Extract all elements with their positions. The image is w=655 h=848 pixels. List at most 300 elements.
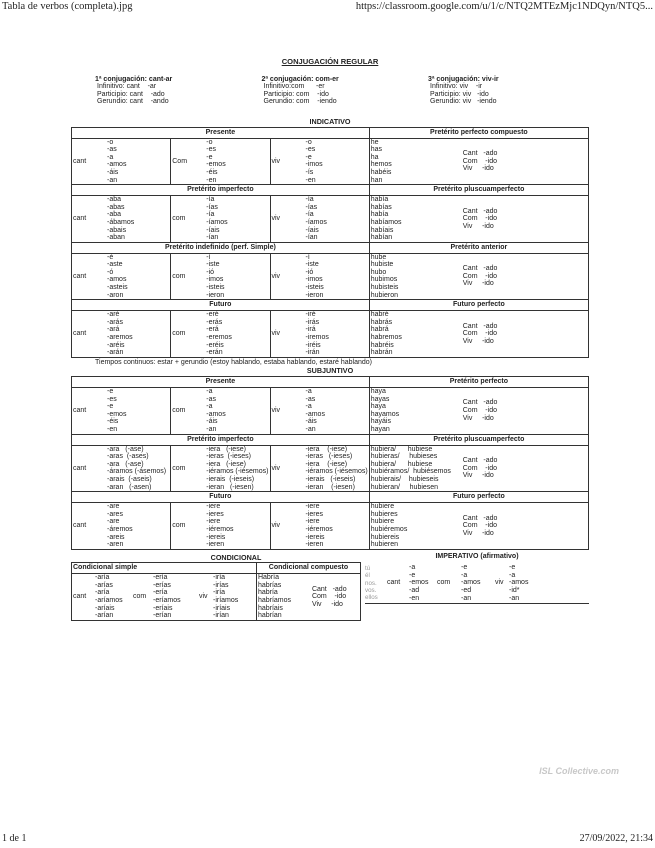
ind-aux-item: habremos [370,334,402,342]
cond-simple-forms [72,574,257,621]
sub-endings-c-item: -ierais (-ieseis) [305,475,356,483]
ind-endings-b-item: -erán [206,349,223,357]
imp-b-item: -amos [461,579,481,587]
sub-endings-b-item: -a [206,388,213,395]
cond-c-item: -irías [213,581,229,589]
sub-endings-a-item: -areis [107,533,125,541]
ind-aux-item: había [370,211,389,219]
sub-endings-a-item: -emos [107,410,127,418]
ind-endings-c [302,139,368,185]
ind-aux-item: habías [370,203,392,211]
sub-tense-header-0: Presente [72,377,370,388]
ind-forms-a-3 [72,311,171,358]
sub-endings-c-item: -iera (-iese) [305,460,348,468]
ind-aux-item: hubisteis [370,284,399,292]
imp-pron-item: nos. [365,579,377,587]
sub-participle-item: Com -ido [462,406,497,414]
section-subjuntivo: SUBJUNTIVO [306,366,354,376]
ind-endings-c-item: -ía [305,196,314,204]
ind-endings-b-item: -ía [206,196,215,204]
sub-endings-c-item: -iere [305,503,320,511]
imp-b-endings [461,564,495,602]
sub-endings-b-item: -ieras (-ieses) [206,453,251,461]
sub-endings-b [202,446,268,492]
ind-endings-a-item: -ó [107,268,114,276]
print-page-count: 1 de 1 [2,833,27,844]
ind-aux [371,196,463,242]
conditional-imperative-area [71,553,589,621]
sub-endings-b-item: -ieren [206,541,225,549]
ind-endings-a-item: -a [107,153,114,161]
sub-compound-header-1: Pretérito pluscuamperfecto [369,434,588,445]
sub-endings-c [302,503,368,549]
sub-aux-item: hubieras/ hubieses [370,453,438,461]
ind-compound-forms-1 [369,196,588,243]
sub-endings-c [302,388,368,434]
cond-a-item: -aríais [95,604,115,612]
conj-3 [428,76,563,106]
ind-aux-item: hubo [370,268,387,276]
sub-stem-c: viv [271,522,281,530]
ind-endings-c-item: -o [305,138,312,146]
cond-a-item: -arían [95,612,114,620]
sub-aux-item: hubieres [370,510,398,518]
sub-endings-c-item: -iéramos (-iésemos) [305,468,368,476]
ind-stem-a: cant [73,330,87,338]
sub-endings-b-item: -ieran (-iesen) [206,483,254,491]
sub-endings-c-item: -ieran (-iesen) [305,483,355,491]
sub-aux-item: hubieren [370,541,398,549]
ind-endings-a-item: -abais [107,226,127,234]
cond-aux-list [258,574,312,620]
ind-forms-c-0 [270,138,369,185]
sub-aux [371,446,463,492]
imp-c-item: -id* [509,587,520,595]
sub-participle [463,457,498,480]
imp-pron [365,565,387,601]
cond-aux-item: habría [257,589,278,597]
ind-aux-item: hubiste [370,261,394,269]
ind-participles [463,254,587,300]
ind-endings-c-item: -iste [305,261,319,269]
sub-endings-b-item: -iera (-iese) [206,460,246,468]
sub-endings-c-item: -áis [305,418,317,426]
sub-participles [463,503,587,549]
sub-endings-b-item: -ierais (-ieseis) [206,475,255,483]
imp-a-item: -a [409,564,416,572]
sub-endings-c-item: -ieras (-ieses) [305,453,353,461]
ind-endings-b-item: -eremos [206,334,232,342]
ind-aux-item: ha [370,153,379,161]
sub-endings-a-item: -are [107,518,120,526]
sub-forms-a-1 [72,445,171,492]
conditional-block [71,553,361,621]
conj-1-inf: Infinitivo: cant -ar [97,83,157,91]
ind-endings-b-item: -í [206,253,211,261]
ind-endings-a-item: -aremos [107,334,133,342]
ind-compound-header-1: Pretérito pluscuamperfecto [369,185,588,196]
sub-endings-a-item: -e [107,388,114,395]
ind-aux-item: habrás [370,318,393,326]
sub-compound-header-2: Futuro perfecto [369,492,588,503]
conj-2-heading: 2ª conjugación: com-er [261,75,339,83]
sub-endings-b-item: -iereis [206,533,226,541]
cond-compuesto-header: Condicional compuesto [256,563,360,574]
ind-forms-b-2 [171,253,270,300]
imp-a-endings [409,564,437,602]
conj-1-ger: Gerundio: cant -ando [97,98,169,106]
ind-endings-a-item: -aban [107,234,125,242]
sub-compound-forms-1 [369,445,588,492]
sub-forms-c-0 [270,388,369,435]
ind-aux [371,254,463,300]
ind-participle-item: Com -ido [462,330,497,338]
cond-b-item: -erían [153,612,172,620]
sub-aux-item: haya [370,403,386,411]
ind-endings-b-item: -emos [206,161,226,169]
ind-endings-a-item: -abas [107,203,125,211]
ind-compound-forms-3 [369,311,588,358]
sub-stem-b: com [172,464,186,472]
ind-endings-a-item: -é [107,253,114,261]
sub-aux-item: hubiera/ hubiese [370,445,433,453]
ind-tense-header-0: Presente [72,127,370,138]
cond-participles [312,586,347,609]
doc-title: CONJUGACIÓN REGULAR [281,57,379,66]
sub-endings-b-item: -iéremos [206,525,234,533]
ind-aux-item: habíais [370,226,394,234]
sub-endings-a-item: -en [107,425,118,433]
ind-stem-c: viv [271,272,281,280]
ind-stem-c: viv [271,157,281,165]
ind-aux [371,139,463,185]
ind-endings-c-item: -en [305,176,316,184]
sub-endings-b-item: -ieres [206,510,224,518]
imp-stem-com: com [437,579,451,587]
cond-compuesto-forms [256,574,360,621]
ind-endings-b-item: -erá [206,326,219,334]
sub-endings-b-item: -iera (-iese) [206,445,246,453]
sub-participle-item: Com -ido [462,522,497,530]
imperative-block [361,553,589,621]
imp-pron-item: tú [365,565,371,573]
cond-part-item: Cant -ado [311,585,347,593]
ind-endings-c-item: -ieron [305,291,324,299]
ind-endings-c-item: -íamos [305,218,327,226]
ind-participle [463,208,498,231]
sub-forms-b-1 [171,445,270,492]
ind-compound-forms-2 [369,253,588,300]
ind-endings-a [103,254,169,300]
ind-endings-c-item: -íais [305,226,319,234]
cond-a-endings [95,574,133,620]
sub-participle-item: Cant -ado [462,514,498,522]
sub-tense-header-2: Futuro [72,492,370,503]
ind-compound-header-0: Pretérito perfecto compuesto [369,127,588,138]
imp-b-item: -an [461,594,472,602]
ind-participle-item: Viv -ido [462,337,494,345]
cond-stem-cant: cant [73,593,87,601]
sub-forms-b-2 [171,503,270,550]
cond-aux-item: Habría [257,574,279,582]
ind-endings-b-item: -es [206,146,216,154]
sub-participle-item: Viv -ido [462,472,494,480]
sub-aux-item: hayamos [370,410,400,418]
conj-3-inf: Infinitivo: viv -ir [430,83,483,91]
ind-endings-a-item: -o [107,138,114,146]
ind-aux-item: habré [370,311,389,319]
ind-aux-item: habéis [370,168,392,176]
sub-endings-a [103,388,169,434]
conj-3-heading: 3ª conjugación: viv-ir [428,75,499,83]
ind-endings-b-item: -ía [206,211,215,219]
cond-b-item: -ería [153,574,168,582]
sub-endings-c [302,446,368,492]
ind-endings-b-item: -iste [206,261,220,269]
sub-stem-c: viv [271,464,281,472]
ind-forms-b-1 [171,196,270,243]
cond-a [95,574,133,620]
ind-compound-header-2: Pretérito anterior [369,242,588,253]
ind-endings-c-item: -í [305,253,310,261]
ind-compound-header-3: Futuro perfecto [369,300,588,311]
ind-aux-item: habrá [370,326,389,334]
cond-aux-item: habríais [257,604,283,612]
ind-participle-item: Com -ido [462,272,497,280]
sub-participle [463,515,498,538]
ind-endings-b-item: -isteis [206,284,225,292]
ind-tense-header-2: Pretérito indefinido (perf. Simple) [72,242,370,253]
sub-aux [371,503,463,549]
ind-endings-a-item: -áis [107,168,119,176]
sub-endings-a-item: -ara (-ase) [107,460,144,468]
ind-forms-a-2 [72,253,171,300]
cond-a-item: -aríamos [95,597,123,605]
imp-pron-item: ellos [365,594,378,602]
ind-endings-b [202,311,268,357]
ind-endings-b [202,196,268,242]
ind-endings-a [103,139,169,185]
conj-2-ger: Gerundio: com -iendo [263,98,337,106]
imp-c-item: -e [509,564,516,572]
sub-participle [463,399,498,422]
ind-forms-c-1 [270,196,369,243]
cond-c-item: -iría [213,589,226,597]
cond-c-item: -iríais [213,604,231,612]
cond-b-item: -eríais [153,604,173,612]
section-imperativo: IMPERATIVO (afirmativo) [435,552,519,560]
ind-endings-c-item: -imos [305,161,323,169]
sub-participle-item: Viv -ido [462,414,494,422]
ind-aux-item: hemos [370,161,392,169]
imp-b-item: -a [461,571,468,579]
ind-endings-c [302,311,368,357]
sub-aux-item: hubiéremos [370,525,408,533]
section-indicativo: INDICATIVO [309,116,351,126]
sub-endings-a-item: -áremos [107,525,133,533]
verb-table-sheet [71,58,589,621]
sub-endings-a-item: -e [107,403,114,411]
conj-2 [262,76,397,106]
ind-stem-b: Com [172,157,188,165]
sub-endings-b-item: -iéramos (-iésemos) [206,468,269,476]
imp-c-endings [509,564,528,602]
imp-a-item: -emos [409,579,429,587]
sub-stem-a: cant [73,406,87,414]
ind-endings-c [302,196,368,242]
conj-2-inf: Infinitivo:com -er [263,83,325,91]
ind-endings-a-item: -arán [107,349,124,357]
ind-endings-a-item: -asteis [107,284,128,292]
imp-c-item: -amos [509,579,529,587]
ind-endings-a-item: -aba [107,196,122,204]
cond-a-item: -arías [95,581,113,589]
sub-endings-b-item: -an [206,425,217,433]
ind-aux-item: habíamos [370,218,402,226]
imp-pron-item: vos. [365,586,377,594]
ind-aux-item: han [370,176,383,184]
cond-aux-item: habrían [257,612,282,620]
sub-endings-c-item: -iéremos [305,525,333,533]
cond-aux-item: habrías [257,581,282,589]
imp-b-item: -e [461,564,468,572]
sub-participle-item: Cant -ado [462,456,498,464]
ind-endings-a-item: -ábamos [107,218,135,226]
sub-aux-item: hubieran/ hubiesen [370,483,439,491]
ind-tense-header-3: Futuro [72,300,370,311]
watermark-logo: ISL Collective.com [539,766,619,776]
ind-endings-c-item: -imos [305,276,323,284]
imp-stem-viv: viv [495,579,504,587]
ind-endings-c-item: -e [305,153,312,161]
ind-endings-b [202,254,268,300]
conj-1-heading: 1ª conjugación: cant-ar [95,75,173,83]
sub-endings-c-item: -iera (-iese) [305,445,348,453]
sub-forms-b-0 [171,388,270,435]
print-datetime: 27/09/2022, 21:34 [579,833,653,844]
ind-endings-c-item: -iréis [305,341,321,349]
sub-endings-b [202,503,268,549]
ind-stem-a: cant [73,157,87,165]
conjugation-summary [71,76,589,106]
sub-participle-item: Com -ido [462,464,497,472]
ind-stem-c: viv [271,330,281,338]
cond-b-endings [153,574,199,620]
ind-participles [463,139,587,185]
sub-forms-a-0 [72,388,171,435]
cond-part-item: Viv -ido [311,600,343,608]
ind-participle-item: Com -ido [462,215,497,223]
sub-participles [463,388,587,434]
sub-endings-a-item: -arais (-aseis) [107,475,152,483]
sub-aux-item: hayáis [370,418,391,426]
sub-participle-item: Viv -ido [462,529,494,537]
sub-endings-b-item: -iere [206,503,221,511]
sub-stem-c: viv [271,406,281,414]
sub-endings-c-item: -ieres [305,510,324,518]
ind-tense-header-1: Pretérito imperfecto [72,185,370,196]
sub-endings-a [103,503,169,549]
sub-endings-a-item: -aran (-asen) [107,483,152,491]
sub-endings-a-item: -es [107,395,117,403]
sub-stem-b: com [172,406,186,414]
ind-stem-b: com [172,215,186,223]
ind-endings-c-item: -ías [305,203,318,211]
sub-aux-item: hubiera/ hubiese [370,460,433,468]
sub-endings-b-item: -a [206,403,213,411]
browser-page-title: Tabla de verbos (completa).jpg [2,1,133,12]
ind-endings-a [103,311,169,357]
cond-part-item: Com -ido [311,593,347,601]
ind-endings-c-item: -es [305,146,316,154]
ind-participle-item: Cant -ado [462,322,498,330]
ind-aux-item: habrán [370,349,393,357]
ind-endings-a-item: -an [107,176,118,184]
conj-1-part: Participio: cant -ado [97,90,165,98]
ind-forms-b-3 [171,311,270,358]
sub-endings-a-item: -éis [107,418,119,426]
ind-participle-item: Com -ido [462,157,497,165]
ind-endings-c-item: -irán [305,349,320,357]
imp-a [409,564,437,602]
ind-aux-item: he [370,138,379,146]
ind-endings-a-item: -aréis [107,341,125,349]
sub-compound-forms-0 [369,388,588,435]
ind-endings-b-item: -eréis [206,341,224,349]
cond-aux [258,574,312,620]
sub-endings-b-item: -áis [206,418,218,426]
sub-endings-c-item: -a [305,388,312,395]
sub-endings-c-item: -iere [305,518,320,526]
sub-forms-c-2 [270,503,369,550]
ind-stem-c: viv [271,215,281,223]
sub-participles [463,446,587,492]
ind-compound-forms-0 [369,138,588,185]
sub-endings-a-item: -ara (-ase) [107,445,144,453]
ind-endings-b [202,139,268,185]
sub-endings-b-item: -amos [206,410,226,418]
cond-a-item: -aría [95,589,110,597]
sub-tense-header-1: Pretérito imperfecto [72,434,370,445]
ind-forms-c-2 [270,253,369,300]
ind-stem-a: cant [73,215,87,223]
ind-stem-a: cant [73,272,87,280]
ind-endings-c-item: -iré [305,311,316,319]
ind-participle-item: Cant -ado [462,265,498,273]
ind-stem-b: com [172,330,186,338]
sub-participle-item: Cant -ado [462,399,498,407]
ind-endings-b-item: -éis [206,168,218,176]
ind-endings-a-item: -aron [107,291,124,299]
conj-1 [95,76,230,106]
sub-stem-a: cant [73,464,87,472]
cond-c-item: -iríamos [213,597,239,605]
sub-compound-header-0: Pretérito perfecto [369,377,588,388]
sub-endings-a-item: -are [107,503,120,511]
imp-c-item: -a [509,571,516,579]
ind-endings-a-item: -as [107,146,117,154]
ind-forms-a-1 [72,196,171,243]
sub-compound-forms-2 [369,503,588,550]
imp-stem-cant: cant [387,579,401,587]
ind-endings-c-item: -iremos [305,334,329,342]
ind-endings-b-item: -ieron [206,291,225,299]
sub-aux [371,388,463,434]
cond-simple-header: Condicional simple [72,563,257,574]
ind-endings-c-item: -ís [305,168,314,176]
imp-c [509,564,528,602]
ind-endings-b-item: -erás [206,318,223,326]
